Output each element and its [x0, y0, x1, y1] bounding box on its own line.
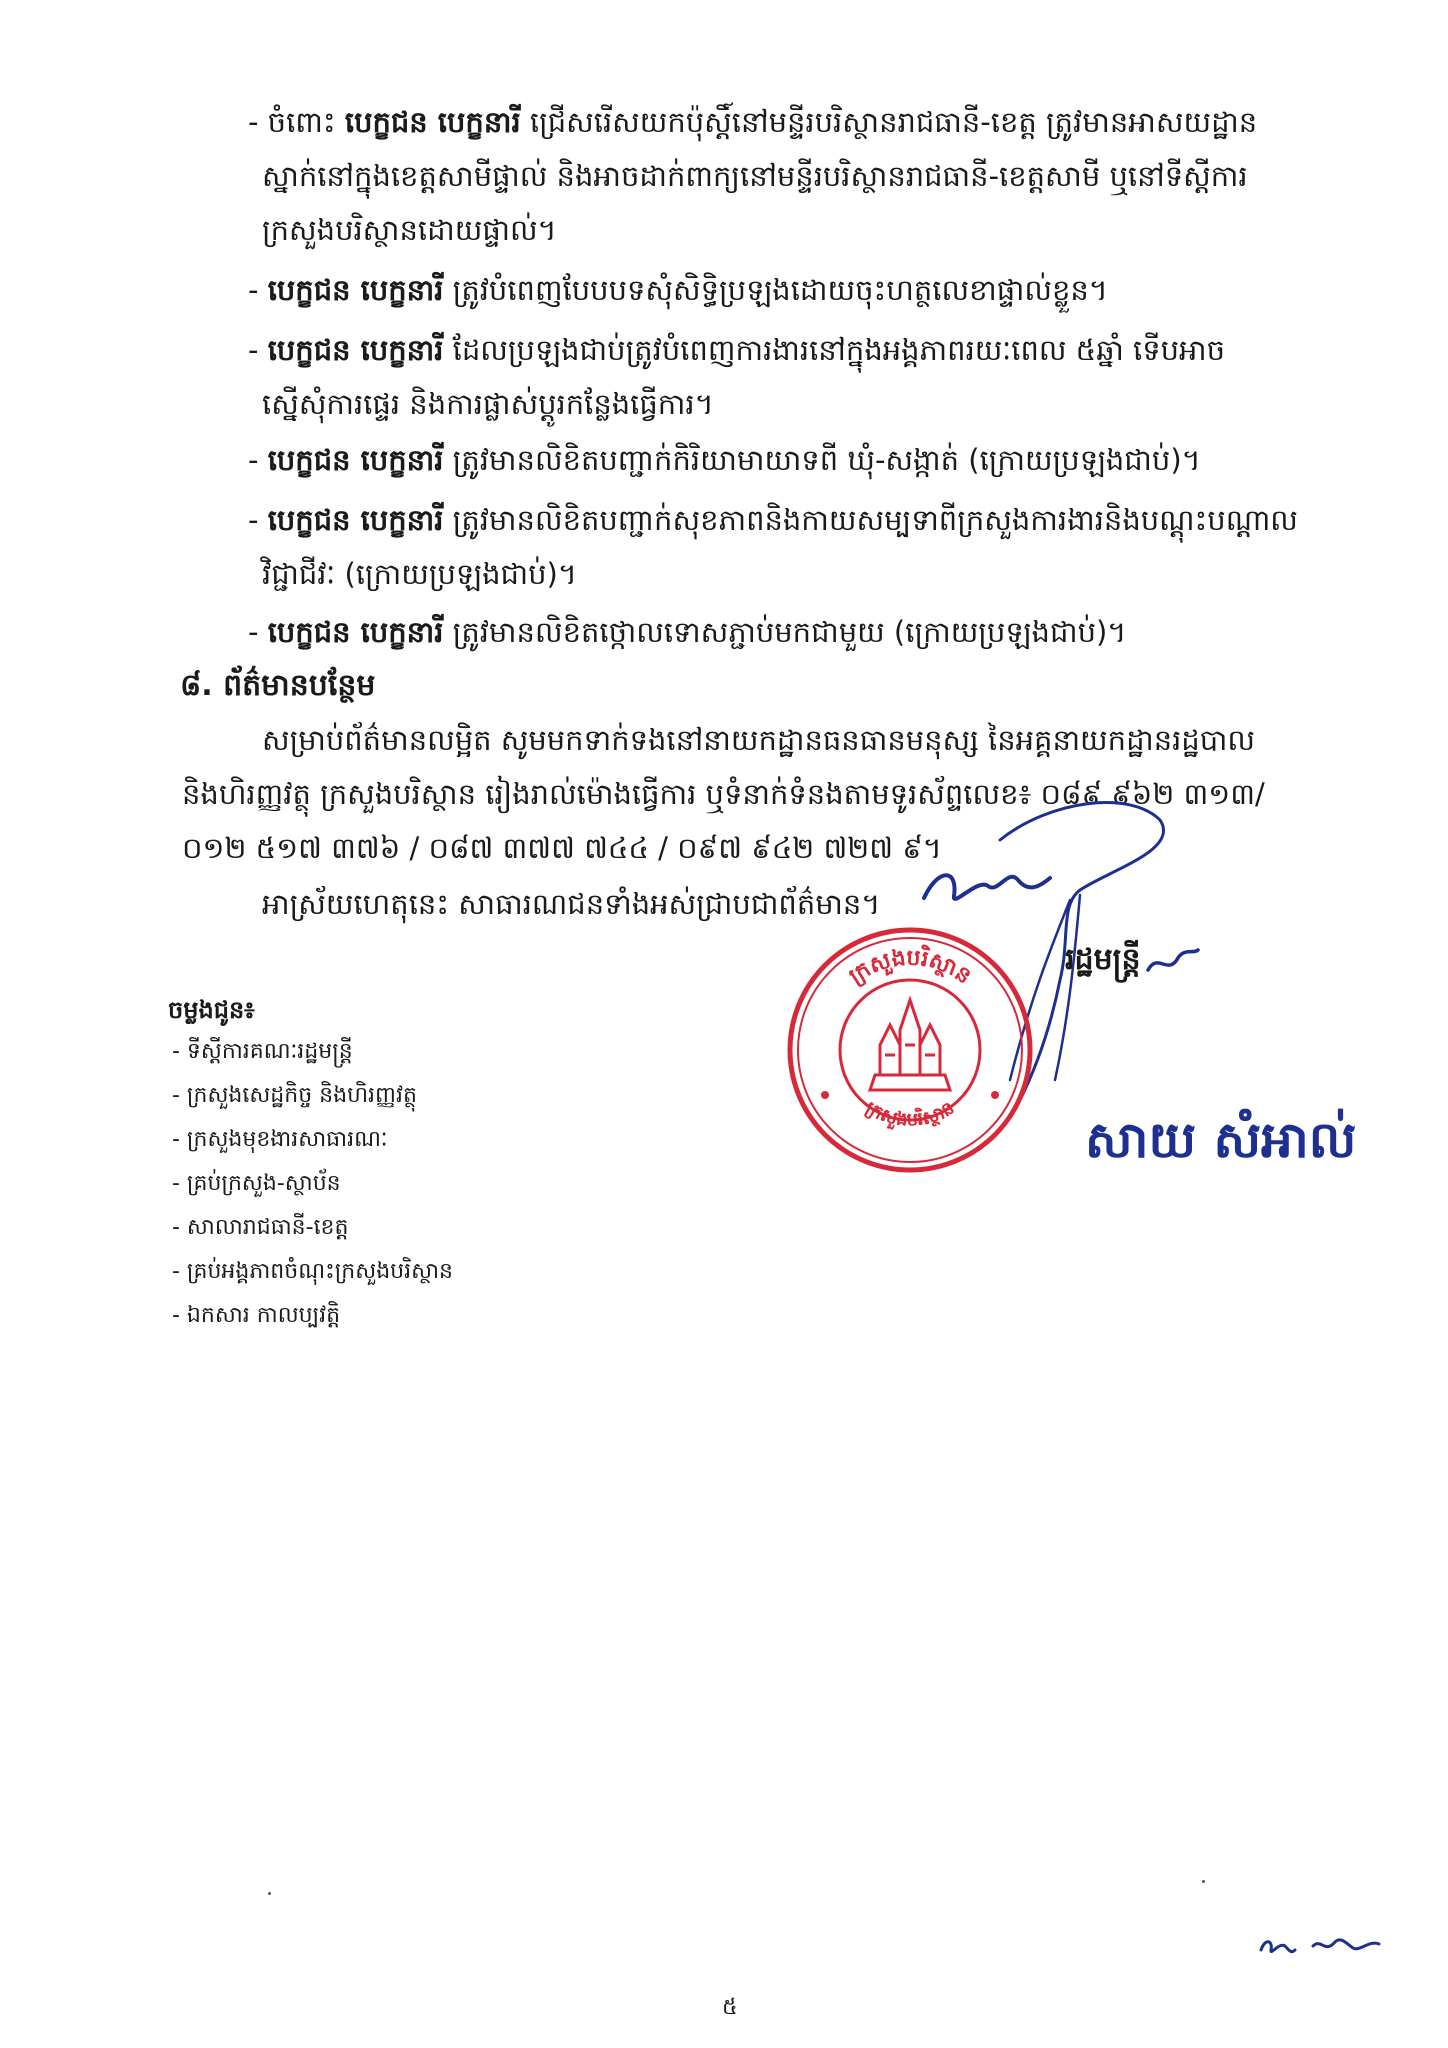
- section-8-paragraph-line-1: សម្រាប់ព័ត៌មានលម្អិត សូមមកទាក់ទងនៅនាយកដ្ឋានធនធានមនុស្ស នៃអគ្គនាយកដ្ឋានរដ្ឋបាល: [262, 723, 1255, 757]
- bullet-4-line-1: - បេក្ខជន បេក្ខនារី ត្រូវមានលិខិតបញ្ជាក់កិរិយាមាយាទពី ឃុំ-សង្កាត់ (ក្រោយប្រឡងជាប់)។: [248, 443, 1201, 477]
- cc-item: - គ្រប់អង្គភាពចំណុះក្រសួងបរិស្ថាន: [172, 1259, 454, 1284]
- page-number: ៥: [722, 1995, 738, 2020]
- bullet-1-line-3: ក្រសួងបរិស្ថានដោយផ្ទាល់។: [262, 213, 557, 247]
- scan-speck: [268, 1892, 271, 1895]
- bullet-3-line-1: - បេក្ខជន បេក្ខនារី ដែលប្រឡងជាប់ត្រូវបំពេញការងារនៅក្នុងអង្គភាពរយៈពេល ៥ឆ្នាំ ទើបអាច: [248, 333, 1226, 367]
- closing-sentence: អាស្រ័យហេតុនេះ សាធារណជនទាំងអស់ជ្រាបជាព័ត៌មាន។: [262, 887, 881, 921]
- official-seal: [785, 925, 1035, 1175]
- cc-item: - គ្រប់ក្រសួង-ស្ថាប័ន: [172, 1171, 341, 1196]
- cc-item: - សាលារាជធានី-ខេត្ត: [172, 1215, 349, 1240]
- seal-top-text: ក្រសួងបរិស្ថាន: [844, 945, 976, 990]
- page-initials: [1255, 1920, 1395, 1970]
- bullet-3-line-2: ស្នើសុំការផ្ទេរ និងការផ្លាស់ប្តូរកន្លែងធ្វើការ។: [262, 387, 714, 421]
- cc-item: - ក្រសួងមុខងារសាធារណៈ: [172, 1127, 388, 1152]
- scan-speck: [1202, 1880, 1205, 1883]
- section-8-paragraph-line-2: និងហិរញ្ញវត្ថុ ក្រសួងបរិស្ថាន រៀងរាល់ម៉ោងធ្វើការ ឬទំនាក់ទំនងតាមទូរស័ព្ទលេខ៖ ០៨៩ ៩៦២ ៣១៣/: [182, 777, 1265, 811]
- bullet-5-line-2: វិជ្ជាជីវៈ (ក្រោយប្រឡងជាប់)។: [262, 557, 577, 591]
- cc-title: ចម្លងជូន៖: [168, 996, 255, 1024]
- bullet-5-line-1: - បេក្ខជន បេក្ខនារី ត្រូវមានលិខិតបញ្ជាក់សុខភាពនិងកាយសម្បទាពីក្រសួងការងារនិងបណ្តុះបណ្តាល: [248, 503, 1298, 537]
- section-8-paragraph-line-3: ០១២ ៥១៧ ៣៧៦ / ០៨៧ ៣៧៧ ៧៤៤ / ០៩៧ ៩៤២ ៧២៧ ៩។: [182, 831, 942, 865]
- temple-emblem-icon: [870, 1000, 950, 1090]
- bullet-6-line-1: - បេក្ខជន បេក្ខនារី ត្រូវមានលិខិតថ្កោលទោសភ្ជាប់មកជាមួយ (ក្រោយប្រឡងជាប់)។: [248, 615, 1127, 649]
- bullet-2-line-1: - បេក្ខជន បេក្ខនារី ត្រូវបំពេញបែបបទសុំសិទ្ធិប្រឡងដោយចុះហត្ថលេខាផ្ទាល់ខ្លួន។: [248, 273, 1108, 307]
- cc-item: - ក្រសួងសេដ្ឋកិច្ច និងហិរញ្ញវត្ថុ: [172, 1083, 417, 1108]
- section-8-heading: ៨. ព័ត៌មានបន្ថែម: [180, 668, 376, 703]
- seal-bottom-text: ក្រសួងបរិស្ថាន: [861, 1097, 959, 1131]
- cc-item: - ទីស្តីការគណៈរដ្ឋមន្ត្រី: [172, 1039, 353, 1064]
- bullet-1-line-1: - ចំពោះ បេក្ខជន បេក្ខនារី ជ្រើសរើសយកប៉ុស្តិ៍នៅមន្ទីរបរិស្ថានរាជធានី-ខេត្ត ត្រូវមានអាសយដ្ឋាន: [248, 105, 1258, 139]
- minister-title: រដ្ឋមន្ត្រី: [1065, 942, 1141, 977]
- minister-name: សាយ សំអាល់: [1085, 1111, 1357, 1169]
- bullet-1-line-2: ស្នាក់នៅក្នុងខេត្តសាមីផ្ទាល់ និងអាចដាក់ពាក្យនៅមន្ទីរបរិស្ថានរាជធានី-ខេត្តសាមី ឬនៅទីស្តីការ: [262, 159, 1248, 193]
- cc-item: - ឯកសារ កាលប្បវត្តិ: [172, 1303, 341, 1328]
- minister-title-mark: [1142, 942, 1202, 982]
